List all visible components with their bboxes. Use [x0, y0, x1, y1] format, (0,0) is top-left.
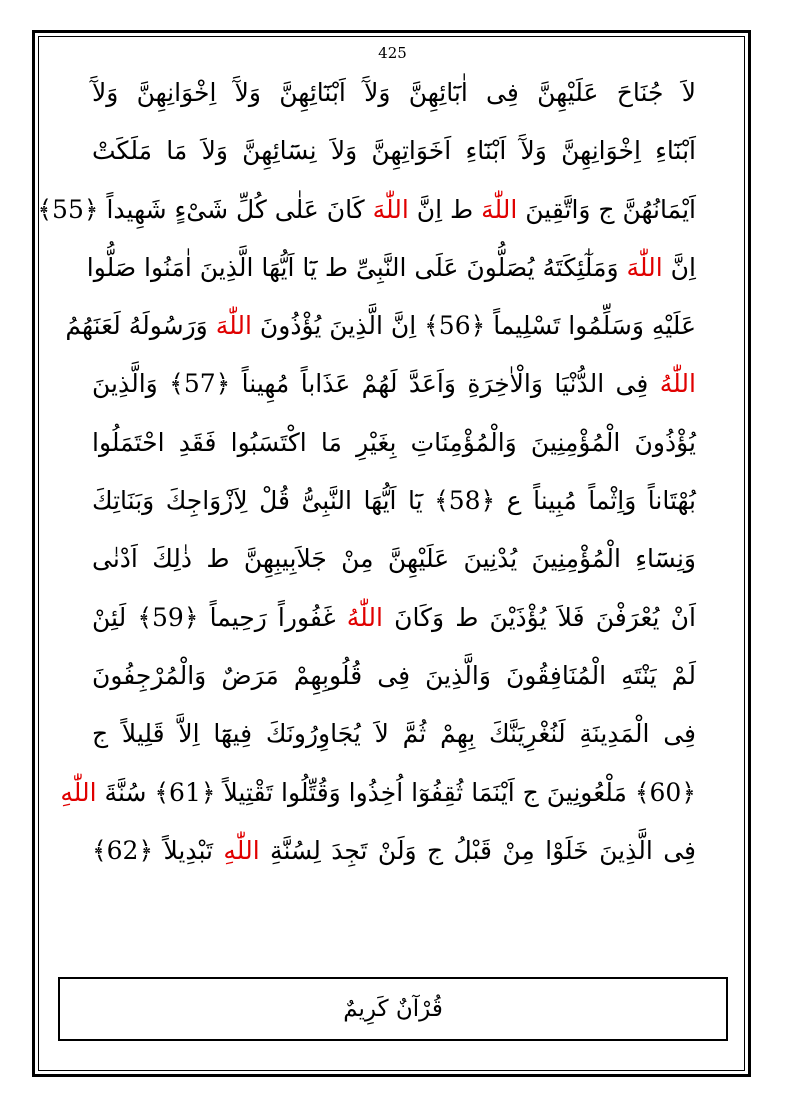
footer-title-box — [58, 977, 728, 1041]
divine-name-highlight: اللّٰهَ — [215, 311, 252, 341]
text-line: اَيْمَانُهُنَّ ج وَاتَّقِينَ اللّٰهَ ط اِنَّ اللّٰهَ كَانَ عَلٰى كُلِّ شَیْءٍ شَهِيداً ﴿55﴾ — [37, 194, 696, 224]
text-line: فِى الَّذِينَ خَلَوْا مِنْ قَبْلُ ج وَلَنْ تَجِدَ لِسُنَّةِ اللّٰهِ تَبْدِيلاً ﴿62﴾ — [92, 835, 696, 865]
divine-name-highlight: اللّٰهَ — [372, 194, 409, 224]
text-line: يُؤْذُونَ الْمُؤْمِنِينَ وَالْمُؤْمِنَاتِ بِغَيْرِ مَا اكْتَسَبُوا فَقَدِ احْتَمَلُوا — [92, 427, 696, 457]
quran-text-body — [37, 64, 696, 880]
footer-title: قُرْآنٌ كَرِيمٌ — [343, 996, 443, 1022]
text-line: اَنْ يُعْرَفْنَ فَلاَ يُؤْذَيْنَ ط وَكَانَ اللّٰهُ غَفُوراً رَحِيماً ﴿59﴾ لَئِنْ — [92, 602, 696, 632]
divine-name-highlight: اللّٰهِ — [60, 777, 97, 807]
text-line: بُهْتَاناً وَاِثْماً مُبِيناً ع ﴿58﴾ يَٓا اَيُّهَا النَّبِىُّ قُلْ لِاَزْوَاجِكَ وَبَنَاتِكَ — [92, 486, 696, 516]
text-line: لَمْ يَنْتَهِ الْمُنَافِقُونَ وَالَّذِينَ فِى قُلُوبِهِمْ مَرَضٌ وَالْمُرْجِفُونَ — [92, 660, 696, 690]
text-line: اللّٰهُ فِى الدُّنْيَا وَالْاٰخِرَةِ وَاَعَدَّ لَهُمْ عَذَاباً مُهِيناً ﴿57﴾ وَالَّذِينَ — [92, 369, 696, 399]
text-line: وَنِسَٓاءِ الْمُؤْمِنِينَ يُدْنِينَ عَلَيْهِنَّ مِنْ جَلاَبِيبِهِنَّ ط ذٰلِكَ اَدْنٰى — [92, 544, 696, 574]
text-line: عَلَيْهِ وَسَلِّمُوا تَسْلِيماً ﴿56﴾ اِنَّ الَّذِينَ يُؤْذُونَ اللّٰهَ وَرَسُولَهُ لَعَنَهُمُ — [65, 311, 696, 341]
divine-name-highlight: اللّٰهَ — [481, 194, 518, 224]
divine-name-highlight: اللّٰهِ — [223, 835, 260, 865]
text-line: ﴿60﴾ مَلْعُونِينَ ج اَيْنَمَا ثُقِفُوٓا اُخِذُوا وَقُتِّلُوا تَقْتِيلاً ﴿61﴾ سُنَّةَ اللّٰهِ — [60, 777, 696, 807]
text-line: فِى الْمَدِينَةِ لَنُغْرِيَنَّكَ بِهِمْ ثُمَّ لاَ يُجَاوِرُونَكَ فِيهَٓا اِلاَّ قَلِيلاً ج — [92, 719, 696, 749]
text-line: اِنَّ اللّٰهَ وَمَلٰٓئِكَتَهُ يُصَلُّونَ عَلَى النَّبِىِّ ط يَٓا اَيُّهَا الَّذِينَ اٰمَنُوا صَلُّوا — [86, 252, 696, 282]
divine-name-highlight: اللّٰهَ — [626, 252, 663, 282]
divine-name-highlight: اللّٰهُ — [346, 602, 383, 632]
text-line: اَبْنَٓاءِ اِخْوَانِهِنَّ وَلآَ اَبْنَٓاءِ اَخَوَاتِهِنَّ وَلاَ نِسَٓائِهِنَّ وَلاَ مَا مَلَكَتْ — [92, 136, 696, 166]
divine-name-highlight: اللّٰهُ — [659, 369, 696, 399]
text-line: لاَ جُنَاحَ عَلَيْهِنَّ فِى اٰبَٓائِهِنَّ وَلآَ اَبْنَٓائِهِنَّ وَلآَ اِخْوَانِهِنَّ وَلآَ — [92, 78, 696, 107]
page-number: 425 — [378, 44, 407, 62]
